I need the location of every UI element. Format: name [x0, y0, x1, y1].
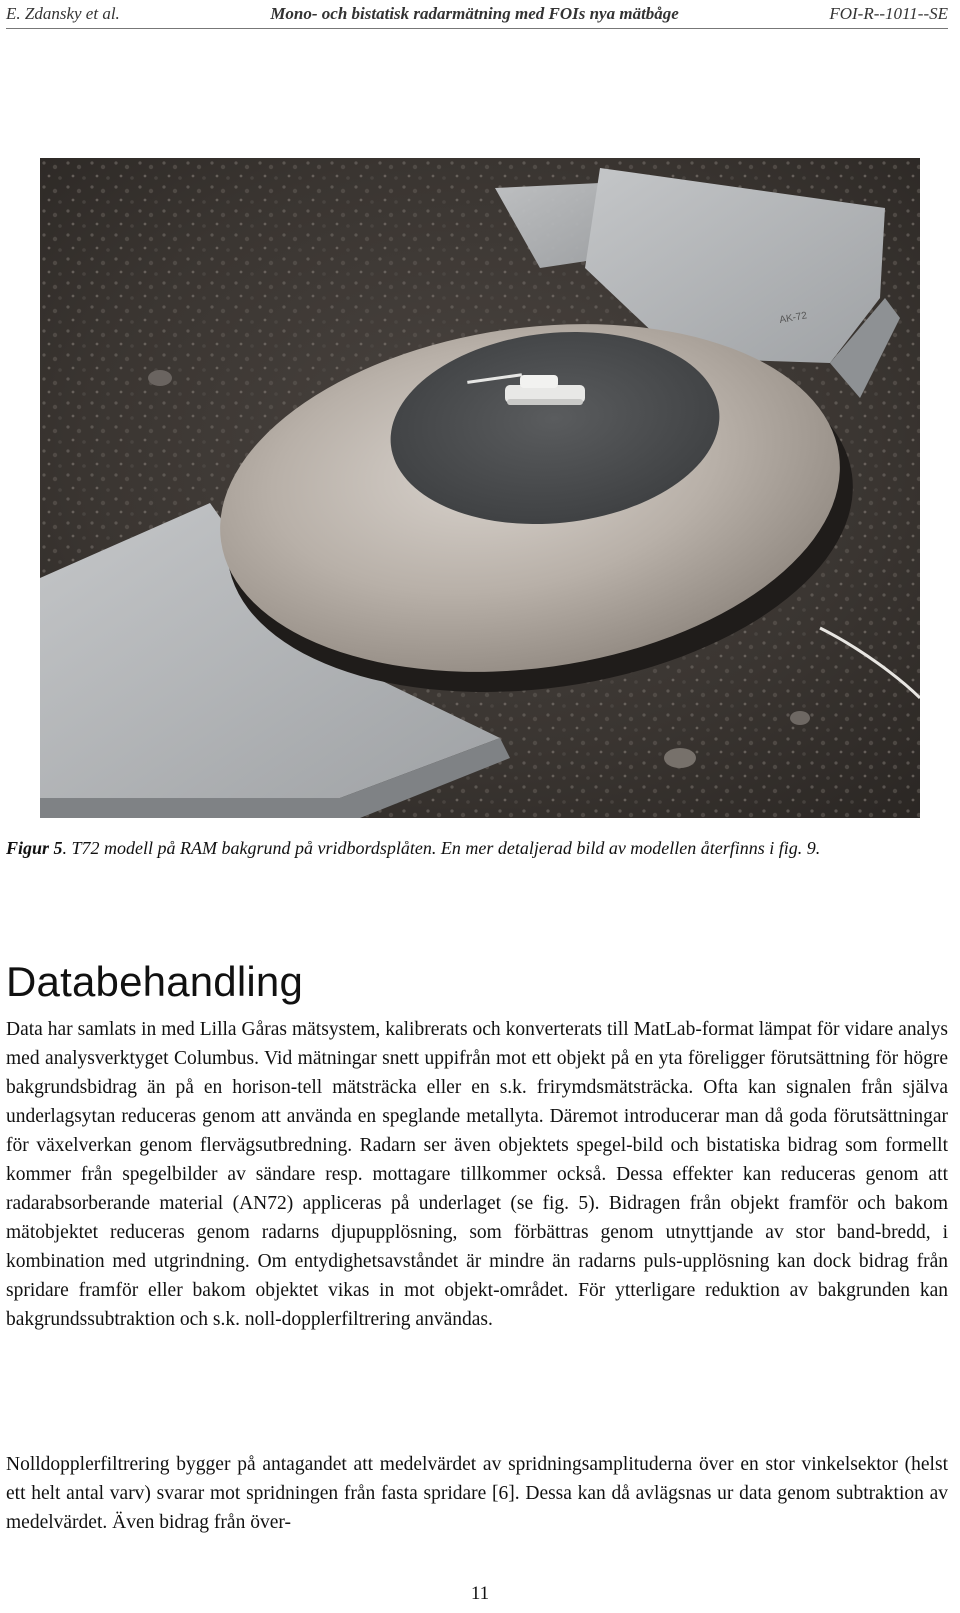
- section-heading: Databehandling: [6, 958, 304, 1006]
- header-document-title: Mono- och bistatisk radarmätning med FOIs nya mätbåge: [270, 4, 679, 23]
- figure-caption-text: . T72 modell på RAM bakgrund på vridbordsplåten. En mer detaljerad bild av modellen återfinns i fig. 9.: [62, 838, 821, 858]
- header-author: E. Zdansky et al.: [6, 4, 120, 23]
- body-paragraph-1: Data har samlats in med Lilla Gåras mätsystem, kalibrerats och konverterats till MatLab-format lämpat för vidare analys med analysverktyget Columbus. Vid mätningar snett uppifrån mot ett objekt på en yta föreligger förutsättning för högre bakgrundsbidrag än på en horison-tell mätsträcka eller en s.k. frirymdsmätsträcka. Ofta kan signalen från själva underlagsytan reduceras genom att använda en speglande metallyta. Däremot introducerar man då goda förutsättningar för växelverkan genom flervägsutbredning. Radarn ser även objektets spegel-bild och bistatiska bidrag som formellt kommer från spegelbilder av sändare resp. mottagare tillkommer också. Dessa effekter kan reduceras genom att radarabsorberande material (AN72) appliceras på underlaget (se fig. 5). Bidragen från objekt framför och bakom mätobjektet reduceras genom radarns djupupplösning, som förbättras genom utnyttjande av stor band-bredd, i kombination med utgrindning. Om entydighetsavståndet är mindre än radarns puls-upplösning kan dock bidrag från spridare framför eller bakom objektet vikas in mot objekt-området. För ytterligare reduktion av bakgrunden kan bakgrundssubtraktion och s.k. noll-dopplerfiltrering användas.: [6, 1018, 948, 1330]
- figure-caption-label: Figur 5: [6, 838, 63, 858]
- page-number: 11: [470, 1583, 490, 1604]
- panel-marking-text: AK-72: [778, 310, 808, 326]
- turntable-photo-illustration: [40, 158, 920, 818]
- header-report-id: FOI-R--1011--SE: [829, 4, 948, 23]
- body-paragraph-2: Nolldopplerfiltrering bygger på antagandet att medelvärdet av spridningsamplituderna över en stor vinkelsektor (helst ett helt antal varv) svarar mot spridningen från fasta spridare [6]. Dessa kan då avlägsnas ur data genom subtraktion av medelvärdet. Även bidrag från över-: [6, 1453, 948, 1533]
- figure-caption: [6, 838, 948, 859]
- page-header: [6, 0, 948, 29]
- figure-photo: [40, 158, 920, 818]
